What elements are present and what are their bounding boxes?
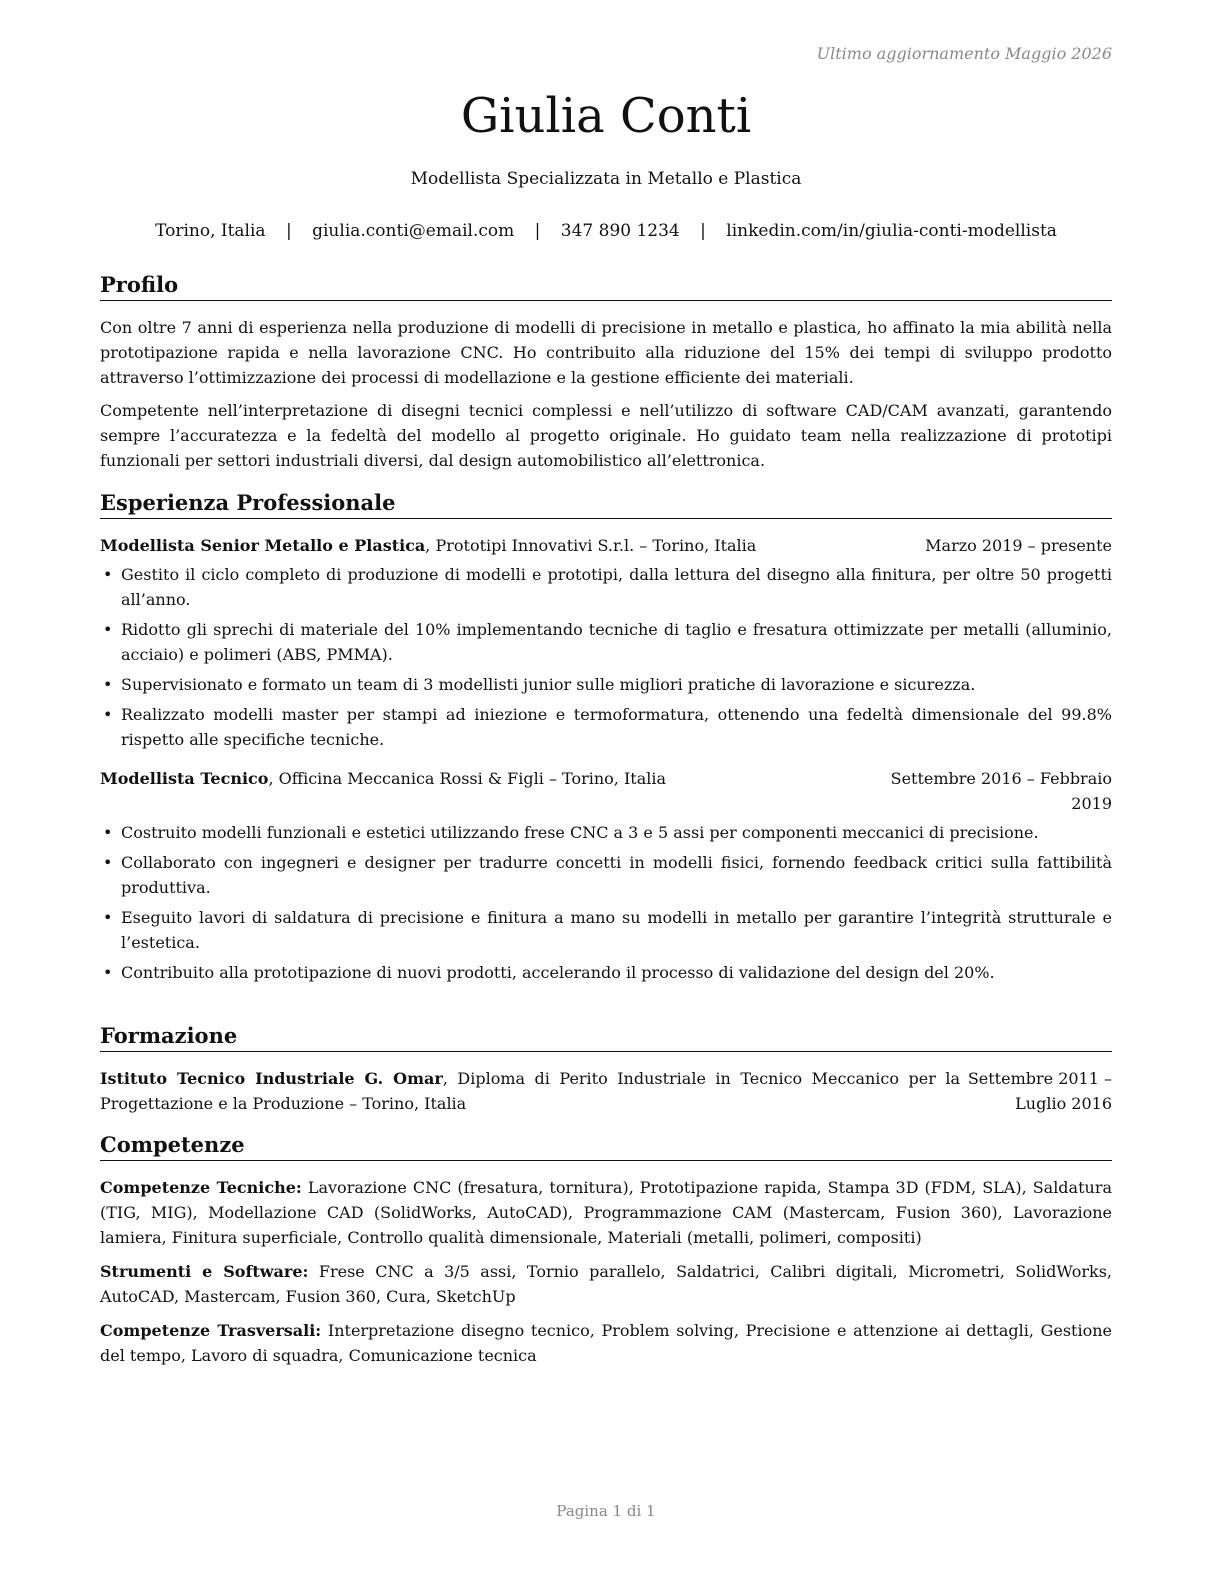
education-dates: Settembre 2011 – Luglio 2016 [967, 1069, 1112, 1113]
job-company: , Officina Meccanica Rossi & Figli – Torino, Italia [268, 769, 667, 788]
job-company: , Prototipi Innovativi S.r.l. – Torino, Italia [425, 536, 757, 555]
skill-group-label: Competenze Tecniche: [100, 1178, 302, 1197]
contact-linkedin[interactable]: linkedin.com/in/giulia-conti-modellista [726, 221, 1057, 241]
education-title-line [100, 1066, 960, 1116]
education-entry [100, 1066, 1112, 1116]
contact-separator: | [534, 221, 541, 241]
section-heading-education: Formazione [100, 1022, 1112, 1052]
job-bullet: • Ridotto gli sprechi di materiale del 10% implementando tecniche di taglio e fresatura ottimizzate per metalli (alluminio, acciaio) e polimeri (ABS, PMMA). [100, 617, 1112, 667]
job-header [100, 766, 1112, 816]
section-skills [100, 1131, 1112, 1377]
job-bullet: • Realizzato modelli master per stampi ad iniezione e termoformatura, ottenendo una fedeltà dimensionale del 99.8% rispetto alle specifiche tecniche. [100, 702, 1112, 752]
contact-email[interactable]: giulia.conti@email.com [312, 221, 515, 241]
section-experience [100, 489, 1112, 990]
skill-group-text: Frese CNC a 3/5 assi, Tornio parallelo, Saldatrici, Calibri digitali, Micrometri, SolidWorks, AutoCAD, Mastercam, Fusion 360, Cura, SketchUp [100, 1262, 1113, 1306]
candidate-title: Modellista Specializzata in Metallo e Plastica [410, 169, 802, 189]
job-dates: Settembre 2016 – Febbraio 2019 [890, 769, 1112, 813]
skill-group-text: Interpretazione disegno tecnico, Problem solving, Precisione e attenzione ai dettagli, Gestione del tempo, Lavoro di squadra, Comunicazione tecnica [100, 1321, 1112, 1365]
candidate-name: Giulia Conti [460, 88, 752, 144]
section-education [100, 1022, 1112, 1116]
resume-page [100, 0, 1112, 1584]
job-bullet: • Costruito modelli funzionali e estetici utilizzando frese CNC a 3 e 5 assi per componenti meccanici di precisione. [100, 820, 1112, 845]
contact-location: Torino, Italia [155, 221, 266, 241]
job-bullets [100, 562, 1112, 752]
section-heading-profile: Profilo [100, 271, 1112, 301]
contact-phone: 347 890 1234 [560, 221, 680, 241]
skill-group-label: Strumenti e Software: [100, 1262, 309, 1281]
skill-group [100, 1259, 1112, 1309]
job-bullet: • Gestito il ciclo completo di produzione di modelli e prototipi, dalla lettura del disegno alla finitura, per oltre 50 progetti all’anno. [100, 562, 1112, 612]
job-role: Modellista Tecnico [100, 769, 269, 788]
bullet-icon: • [103, 705, 113, 724]
bullet-icon: • [103, 620, 113, 639]
bullet-icon: • [103, 823, 113, 842]
last-updated: Ultimo aggiornamento Maggio 2026 [816, 44, 1112, 63]
education-detail: , Diploma di Perito Industriale in Tecnico Meccanico per la Progettazione e la Produzione – Torino, Italia [100, 1069, 960, 1113]
job-role: Modellista Senior Metallo e Plastica [100, 536, 426, 555]
section-heading-experience: Esperienza Professionale [100, 489, 1112, 519]
page-number: Pagina 1 di 1 [556, 1502, 656, 1520]
contact-line [100, 220, 1112, 242]
skill-group-label: Competenze Trasversali: [100, 1321, 322, 1340]
bullet-icon: • [103, 963, 113, 982]
education-school: Istituto Tecnico Industriale G. Omar [100, 1069, 443, 1088]
skill-group [100, 1318, 1112, 1368]
contact-separator: | [285, 221, 292, 241]
job-bullet: • Eseguito lavori di saldatura di precisione e finitura a mano su modelli in metallo per garantire l’integrità strutturale e l’estetica. [100, 905, 1112, 955]
job-title-line [100, 766, 666, 816]
contact-separator: | [700, 221, 706, 241]
profile-paragraph: Con oltre 7 anni di esperienza nella produzione di modelli di precisione in metallo e plastica, ho affinato la mia abilità nella prototipazione rapida e nella lavorazione CNC. Ho contribuito alla riduzione del 15% dei tempi di sviluppo prodotto attraverso l’ottimizzazione dei processi di modellazione e la gestione efficiente dei materiali. [100, 318, 1112, 387]
section-heading-skills: Competenze [100, 1131, 1112, 1161]
skill-group-text: Lavorazione CNC (fresatura, tornitura), Prototipazione rapida, Stampa 3D (FDM, SLA), Saldatura (TIG, MIG), Modellazione CAD (SolidWorks, AutoCAD), Programmazione CAM (Mastercam, Fusion 360), Lavorazione lamiera, Finitura superficiale, Controllo qualità dimensionale, Materiali (metalli, polimeri, compositi) [100, 1178, 1113, 1247]
bullet-icon: • [103, 565, 113, 584]
job-bullet: • Supervisionato e formato un team di 3 modellisti junior sulle migliori pratiche di lavorazione e sicurezza. [100, 672, 1112, 697]
section-profile [100, 271, 1112, 473]
bullet-icon: • [103, 908, 113, 927]
job-bullets [100, 820, 1112, 985]
profile-paragraph: Competente nell’interpretazione di disegni tecnici complessi e nell’utilizzo di software CAD/CAM avanzati, garantendo sempre l’accuratezza e la fedeltà del modello al progetto originale. Ho guidato team nella realizzazione di prototipi funzionali per settori industriali diversi, dal design automobilistico all’elettronica. [100, 401, 1112, 470]
job-entry [100, 533, 1112, 752]
skill-group [100, 1175, 1112, 1250]
bullet-icon: • [103, 675, 113, 694]
job-title-line [100, 533, 756, 558]
job-dates: Marzo 2019 – presente [925, 536, 1112, 555]
bullet-icon: • [103, 853, 113, 872]
job-bullet: • Collaborato con ingegneri e designer per tradurre concetti in modelli fisici, fornendo feedback critici sulla fattibilità produttiva. [100, 850, 1112, 900]
job-header [100, 533, 1112, 558]
job-entry [100, 766, 1112, 985]
job-bullet: • Contribuito alla prototipazione di nuovi prodotti, accelerando il processo di validazione del design del 20%. [100, 960, 1112, 985]
